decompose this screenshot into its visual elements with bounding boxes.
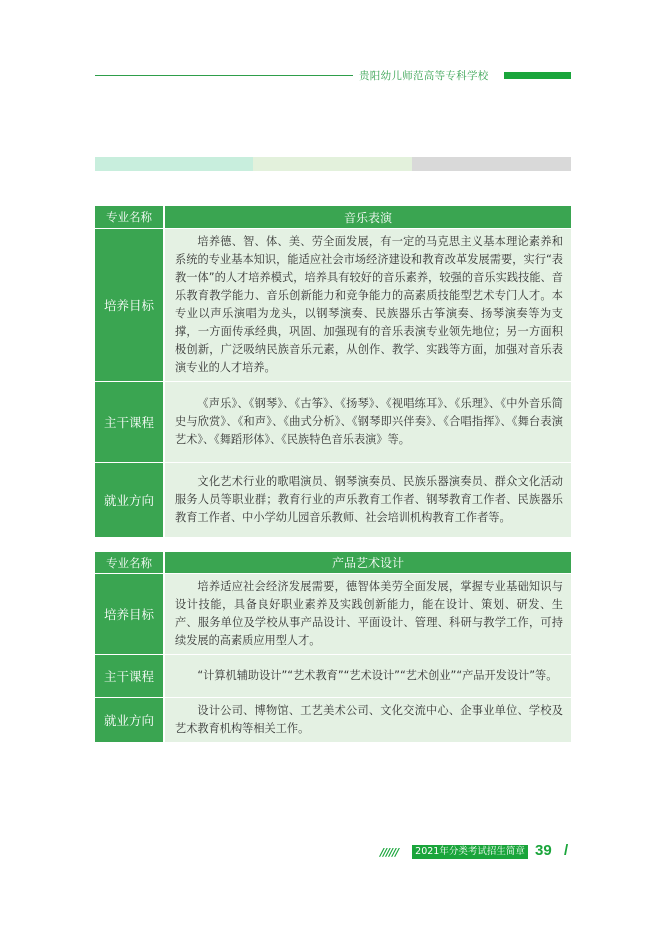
row-label: 就业方向: [95, 463, 163, 537]
major-name-label: 专业名称: [95, 552, 163, 573]
row-text: 培养适应社会经济发展需要，德智体美劳全面发展，掌握专业基础知识与设计技能，具备良好职业素养及实践创新能力，能在设计、策划、研发、生产、服务单位及学校从事产品设计、平面设计、管理、科研与教学工作，可持续发展的高素质应用型人才。: [175, 580, 563, 647]
major-row-career: [95, 463, 571, 537]
major-name-label: 专业名称: [95, 206, 163, 228]
row-text: 培养德、智、体、美、劳全面发展，有一定的马克思主义基本理论素养和系统的专业基本知识，能适应社会市场经济建设和教育改革发展需要，实行“表教一体”的人才培养模式，培养具有较好的音乐素养，较强的音乐实践技能、音乐教育教学能力、音乐创新能力和竞争能力的高素质技能型艺术专门人才。本专业以声乐演唱为龙头，以钢琴演奏、民族器乐古筝演奏、扬琴演奏等为支撑，一方面传承经典，巩固、加强现有的音乐表演专业领先地位；另一方面积极创新，广泛吸纳民族音乐元素，从创作、教学、实践等方面，加强对音乐表演专业的人才培养。: [175, 235, 563, 374]
major-row-courses: [95, 655, 571, 697]
row-text: “计算机辅助设计”“艺术教育”“艺术设计”“艺术创业”“产品开发设计”等。: [197, 669, 558, 682]
row-text: 《声乐》、《钢琴》、《古筝》、《扬琴》、《视唱练耳》、《乐理》、《中外音乐简史与欣赏》、《和声》、《曲式分析》、《钢琴即兴伴奏》、《合唱指挥》、《舞台表演艺术》、《舞蹈形体》、《民族特色音乐表演》等。: [175, 397, 563, 446]
header-rule: [95, 75, 353, 76]
header-accent-bar: [504, 72, 571, 79]
decor-strip-3: [412, 157, 571, 171]
page-number: 39: [535, 842, 552, 859]
major-row-career: [95, 698, 571, 742]
major-name: 产品艺术设计: [163, 552, 571, 573]
major-table-music-performance: [95, 205, 571, 538]
row-label: 主干课程: [95, 382, 163, 462]
row-text: 文化艺术行业的歌唱演员、钢琴演奏员、民族乐器演奏员、群众文化活动服务人员等职业群；教育行业的声乐教育工作者、钢琴教育工作者、民族器乐教育工作者、中小学幼儿园音乐教师、社会培训机构教育工作者等。: [175, 475, 563, 524]
major-row-courses: [95, 382, 571, 462]
row-label: 主干课程: [95, 655, 163, 697]
major-header-row: [95, 552, 571, 573]
major-table-product-design: [95, 551, 571, 743]
major-row-goal: [95, 574, 571, 654]
row-label: 就业方向: [95, 698, 163, 742]
major-name: 音乐表演: [163, 206, 571, 228]
decor-strip-2: [253, 157, 412, 171]
row-label: 培养目标: [95, 229, 163, 381]
major-row-goal: [95, 229, 571, 381]
page-number-slash: /: [564, 842, 569, 859]
row-text: 设计公司、博物馆、工艺美术公司、文化交流中心、企事业单位、学校及艺术教育机构等相关工作。: [175, 704, 563, 735]
major-header-row: [95, 206, 571, 228]
footer-label: 2021年分类考试招生简章: [412, 845, 528, 859]
footer-slashes: //////: [380, 846, 399, 859]
header-school-name: 贵阳幼儿师范高等专科学校: [359, 70, 489, 82]
row-label: 培养目标: [95, 574, 163, 654]
decor-strip-1: [95, 157, 253, 171]
